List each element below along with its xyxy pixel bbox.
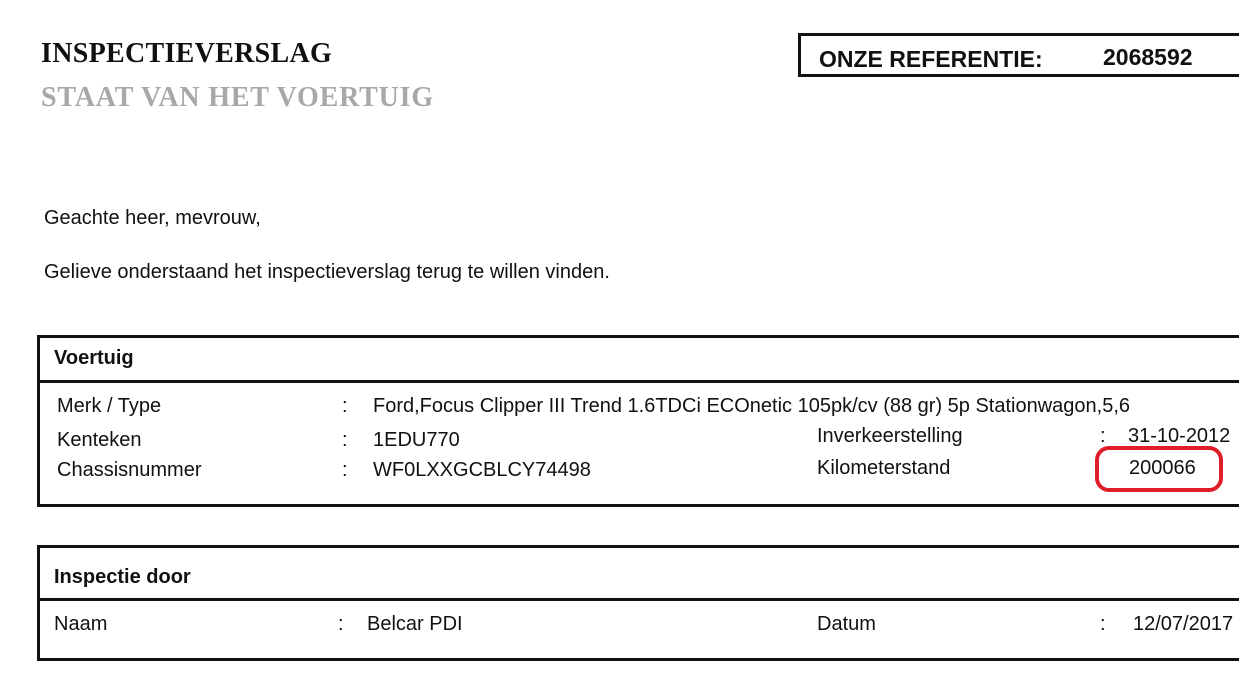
mileage-highlight-circle <box>1095 446 1223 492</box>
plate-value: 1EDU770 <box>373 429 460 451</box>
inspection-section-header <box>40 548 1239 601</box>
make-separator: : <box>342 395 348 417</box>
intro-text: Gelieve onderstaand het inspectieverslag terug te willen vinden. <box>44 261 610 283</box>
reference-box <box>798 33 1239 77</box>
mileage-label: Kilometerstand <box>817 457 951 479</box>
vehicle-section-header <box>40 338 1239 383</box>
make-label: Merk / Type <box>57 395 162 417</box>
registration-label: Inverkeerstelling <box>817 425 963 447</box>
page-subtitle: STAAT VAN HET VOERTUIG <box>41 82 434 113</box>
vehicle-heading: Voertuig <box>54 347 134 369</box>
vin-label: Chassisnummer <box>57 459 202 481</box>
page-title: INSPECTIEVERSLAG <box>41 38 333 69</box>
reference-value: 2068592 <box>1103 44 1193 70</box>
inspector-name-separator: : <box>338 613 344 635</box>
inspector-name-label: Naam <box>54 613 108 635</box>
plate-label: Kenteken <box>57 429 142 451</box>
vin-value: WF0LXXGCBLCY74498 <box>373 459 591 481</box>
inspection-section <box>37 545 1239 661</box>
plate-separator: : <box>342 429 348 451</box>
greeting-text: Geachte heer, mevrouw, <box>44 207 261 229</box>
vin-separator: : <box>342 459 348 481</box>
inspection-date-separator: : <box>1100 613 1106 635</box>
make-value: Ford,Focus Clipper III Trend 1.6TDCi ECOnetic 105pk/cv (88 gr) 5p Stationwagon,5,6 <box>373 395 1131 417</box>
registration-value: 31-10-2012 <box>1128 425 1231 447</box>
vehicle-section <box>37 335 1239 507</box>
inspection-date-value: 12/07/2017 <box>1133 613 1234 635</box>
reference-label: ONZE REFERENTIE: <box>819 46 1043 72</box>
inspection-date-label: Datum <box>817 613 876 635</box>
registration-separator: : <box>1100 425 1106 447</box>
mileage-value: 200066 <box>1129 457 1196 479</box>
inspection-heading: Inspectie door <box>54 566 191 588</box>
inspector-name-value: Belcar PDI <box>367 613 463 635</box>
